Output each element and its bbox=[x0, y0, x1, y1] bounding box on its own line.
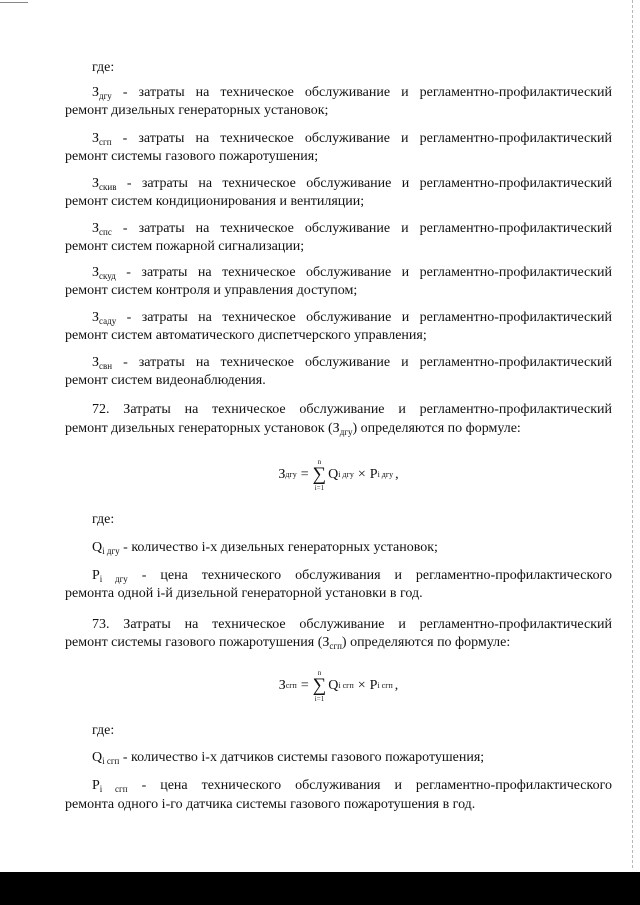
section-text: ) определяются по формуле: bbox=[341, 635, 511, 650]
definition-continuation: ремонт дизельных генераторных установок; bbox=[65, 103, 329, 118]
equals-sign: = bbox=[300, 678, 309, 693]
definition-line bbox=[92, 354, 612, 372]
definition-line bbox=[92, 175, 612, 193]
q-subscript: i сгп bbox=[102, 756, 120, 766]
definition-text: - цена технического обслуживания и регламентно-профилактического bbox=[127, 568, 612, 583]
p-subscript: i дгу bbox=[99, 574, 128, 584]
cost-symbol: З bbox=[92, 221, 100, 236]
definition-text: - количество i-х дизельных генераторных установок; bbox=[119, 540, 438, 555]
section-73-continuation bbox=[65, 634, 612, 652]
sum-upper-limit: n bbox=[317, 458, 322, 466]
cost-symbol-subscript: сгп bbox=[99, 137, 112, 147]
times-sign: × bbox=[357, 467, 366, 482]
section-text: ремонт системы газового пожаротушения ( bbox=[65, 635, 323, 650]
formula-p: P bbox=[369, 467, 378, 482]
cost-symbol-subscript: дгу bbox=[339, 427, 353, 437]
definition-continuation: ремонт систем видеонаблюдения. bbox=[65, 373, 266, 388]
q-subscript: i дгу bbox=[102, 546, 120, 556]
cost-symbol: З bbox=[92, 131, 100, 146]
formula-q: Q bbox=[328, 467, 339, 482]
formula-q: Q bbox=[328, 678, 339, 693]
formula-p: P bbox=[369, 678, 378, 693]
definition-text: - затраты на техническое обслуживание и регламентно-профилактический bbox=[111, 221, 612, 236]
cost-symbol: З bbox=[92, 265, 100, 280]
formula-comma: , bbox=[395, 467, 399, 482]
section-text: ) определяются по формуле: bbox=[352, 421, 521, 436]
cost-symbol-subscript: саду bbox=[99, 316, 117, 326]
where-label: где: bbox=[92, 723, 115, 738]
definition-continuation: ремонт систем пожарной сигнализации; bbox=[65, 239, 305, 254]
formula-lhs: З bbox=[278, 467, 286, 482]
formula-lhs: З bbox=[278, 678, 286, 693]
q-definition bbox=[92, 749, 612, 767]
definition-line bbox=[92, 264, 612, 282]
definition-line bbox=[92, 220, 612, 238]
definition-text: - затраты на техническое обслуживание и регламентно-профилактический bbox=[115, 265, 612, 280]
formula-73: З сгп = n ∑ i=1 Q i сгп × P i сгп , bbox=[278, 669, 399, 703]
equals-sign: = bbox=[300, 467, 309, 482]
definition-text: - затраты на техническое обслуживание и регламентно-профилактический bbox=[112, 355, 612, 370]
definition-continuation: ремонт систем контроля и управления доступом; bbox=[65, 283, 358, 298]
definition-line bbox=[92, 309, 612, 327]
cost-symbol-subscript: сгп bbox=[329, 641, 342, 651]
p-subscript: i сгп bbox=[99, 784, 128, 794]
sum-lower-limit: i=1 bbox=[314, 695, 325, 703]
q-symbol: Q bbox=[92, 540, 103, 555]
definition-text: - затраты на техническое обслуживание и регламентно-профилактический bbox=[111, 85, 612, 100]
p-definition-continuation: ремонта одной i-й дизельной генераторной установки в год. bbox=[65, 586, 423, 601]
definition-line bbox=[92, 130, 612, 148]
cost-symbol: З bbox=[332, 421, 340, 436]
definition-text: - цена технического обслуживания и регламентно-профилактического bbox=[127, 778, 612, 793]
p-definition bbox=[92, 777, 612, 795]
q-symbol: Q bbox=[92, 750, 103, 765]
p-definition-continuation: ремонта одного i-го датчика системы газового пожаротушения в год. bbox=[65, 797, 476, 812]
section-72-continuation bbox=[65, 420, 612, 438]
section-73-heading: 73. Затраты на техническое обслуживание и регламентно-профилактический bbox=[92, 617, 612, 632]
cost-symbol-subscript: дгу bbox=[99, 91, 112, 101]
definition-text: - затраты на техническое обслуживание и регламентно-профилактический bbox=[116, 176, 612, 191]
definition-continuation: ремонт систем автоматического диспетчерского управления; bbox=[65, 328, 427, 343]
cost-symbol: З bbox=[92, 176, 100, 191]
definition-text: - количество i-х датчиков системы газового пожаротушения; bbox=[119, 750, 485, 765]
p-symbol: P bbox=[92, 568, 100, 583]
p-symbol: P bbox=[92, 778, 100, 793]
scan-corner-mark bbox=[0, 2, 28, 3]
formula-72: З дгу = n ∑ i=1 Q i дгу × P i дгу , bbox=[278, 458, 399, 492]
times-sign: × bbox=[357, 678, 366, 693]
section-text: ремонт дизельных генераторных установок ( bbox=[65, 421, 333, 436]
definition-text: - затраты на техническое обслуживание и регламентно-профилактический bbox=[111, 131, 612, 146]
cost-symbol-subscript: скив bbox=[99, 182, 117, 192]
sum-lower-limit: i=1 bbox=[314, 484, 325, 492]
cost-symbol: З bbox=[92, 310, 100, 325]
cost-symbol: З bbox=[92, 85, 100, 100]
cost-symbol-subscript: свн bbox=[99, 361, 113, 371]
definition-continuation: ремонт системы газового пожаротушения; bbox=[65, 149, 319, 164]
cost-symbol-subscript: скуд bbox=[99, 271, 116, 281]
where-label: где: bbox=[92, 512, 115, 527]
summation bbox=[313, 458, 327, 492]
definition-line bbox=[92, 84, 612, 102]
sigma-sign: ∑ bbox=[312, 675, 327, 696]
scan-edge-artifact bbox=[632, 0, 633, 868]
sum-upper-limit: n bbox=[317, 669, 322, 677]
section-72-heading: 72. Затраты на техническое обслуживание и регламентно-профилактический bbox=[92, 402, 612, 417]
scan-bottom-band bbox=[0, 872, 640, 905]
where-label: где: bbox=[92, 60, 115, 75]
cost-symbol: З bbox=[92, 355, 100, 370]
sigma-sign: ∑ bbox=[312, 464, 327, 485]
definition-text: - затраты на техническое обслуживание и регламентно-профилактический bbox=[116, 310, 612, 325]
cost-symbol-subscript: спс bbox=[99, 227, 112, 237]
p-definition bbox=[92, 567, 612, 585]
summation bbox=[313, 669, 327, 703]
definition-continuation: ремонт систем кондиционирования и вентиляции; bbox=[65, 194, 365, 209]
formula-comma: , bbox=[394, 678, 399, 693]
q-definition bbox=[92, 539, 612, 557]
cost-symbol: З bbox=[322, 635, 330, 650]
